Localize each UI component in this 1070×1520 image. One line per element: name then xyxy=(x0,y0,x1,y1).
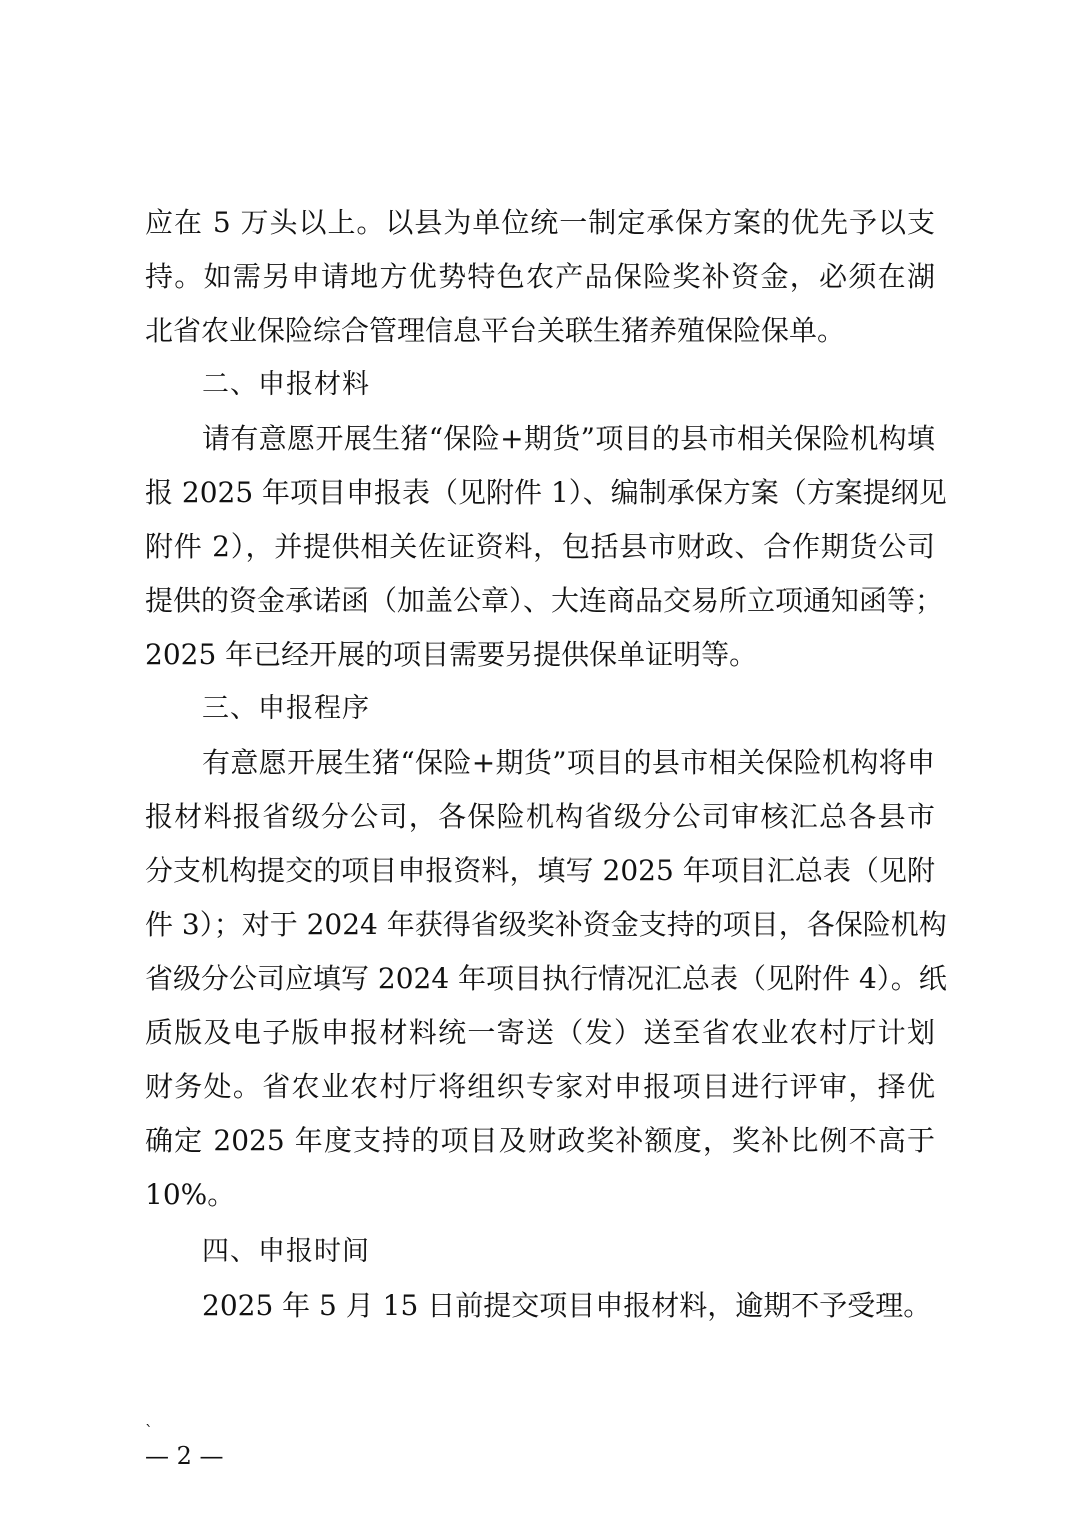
paragraph-line: 北省农业保险综合管理信息平台关联生猪养殖保险保单。 xyxy=(145,314,846,347)
section-heading-procedure: 三、申报程序 xyxy=(202,693,370,724)
paragraph-line: 省级分公司应填写 2024 年项目执行情况汇总表（见附件 4）。纸 xyxy=(145,962,947,995)
paragraph-line: 10%。 xyxy=(145,1178,236,1211)
paragraph-line: 确定 2025 年度支持的项目及财政奖补额度，奖补比例不高于 xyxy=(145,1124,935,1157)
paragraph-line: 附件 2），并提供相关佐证资料，包括县市财政、合作期货公司 xyxy=(145,530,935,563)
section-heading-materials: 二、申报材料 xyxy=(202,369,370,400)
paragraph-line: 报 2025 年项目申报表（见附件 1）、编制承保方案（方案提纲见 xyxy=(145,476,947,509)
paragraph-line: 财务处。省农业农村厅将组织专家对申报项目进行评审，择优 xyxy=(145,1070,935,1103)
paragraph-line: 请有意愿开展生猪“保险+期货”项目的县市相关保险机构填 xyxy=(202,422,935,455)
paragraph-line: 2025 年 5 月 15 日前提交项目申报材料，逾期不予受理。 xyxy=(202,1289,932,1322)
paragraph-line: 2025 年已经开展的项目需要另提供保单证明等。 xyxy=(145,638,758,671)
paragraph-line: 提供的资金承诺函（加盖公章）、大连商品交易所立项通知函等； xyxy=(145,584,944,617)
paragraph-line: 持。如需另申请地方优势特色农产品保险奖补资金，必须在湖 xyxy=(145,260,935,293)
paragraph-line: 报材料报省级分公司，各保险机构省级分公司审核汇总各县市 xyxy=(145,800,935,833)
page-number: — 2 — xyxy=(145,1442,224,1470)
footer-mark: ` xyxy=(145,1422,153,1441)
paragraph-line: 质版及电子版申报材料统一寄送（发）送至省农业农村厅计划 xyxy=(145,1016,935,1049)
paragraph-line: 分支机构提交的项目申报资料，填写 2025 年项目汇总表（见附 xyxy=(145,854,935,887)
paragraph-line: 应在 5 万头以上。以县为单位统一制定承保方案的优先予以支 xyxy=(145,206,935,239)
paragraph-line: 件 3）；对于 2024 年获得省级奖补资金支持的项目，各保险机构 xyxy=(145,908,947,941)
section-heading-time: 四、申报时间 xyxy=(202,1236,370,1267)
paragraph-line: 有意愿开展生猪“保险+期货”项目的县市相关保险机构将申 xyxy=(202,746,935,779)
